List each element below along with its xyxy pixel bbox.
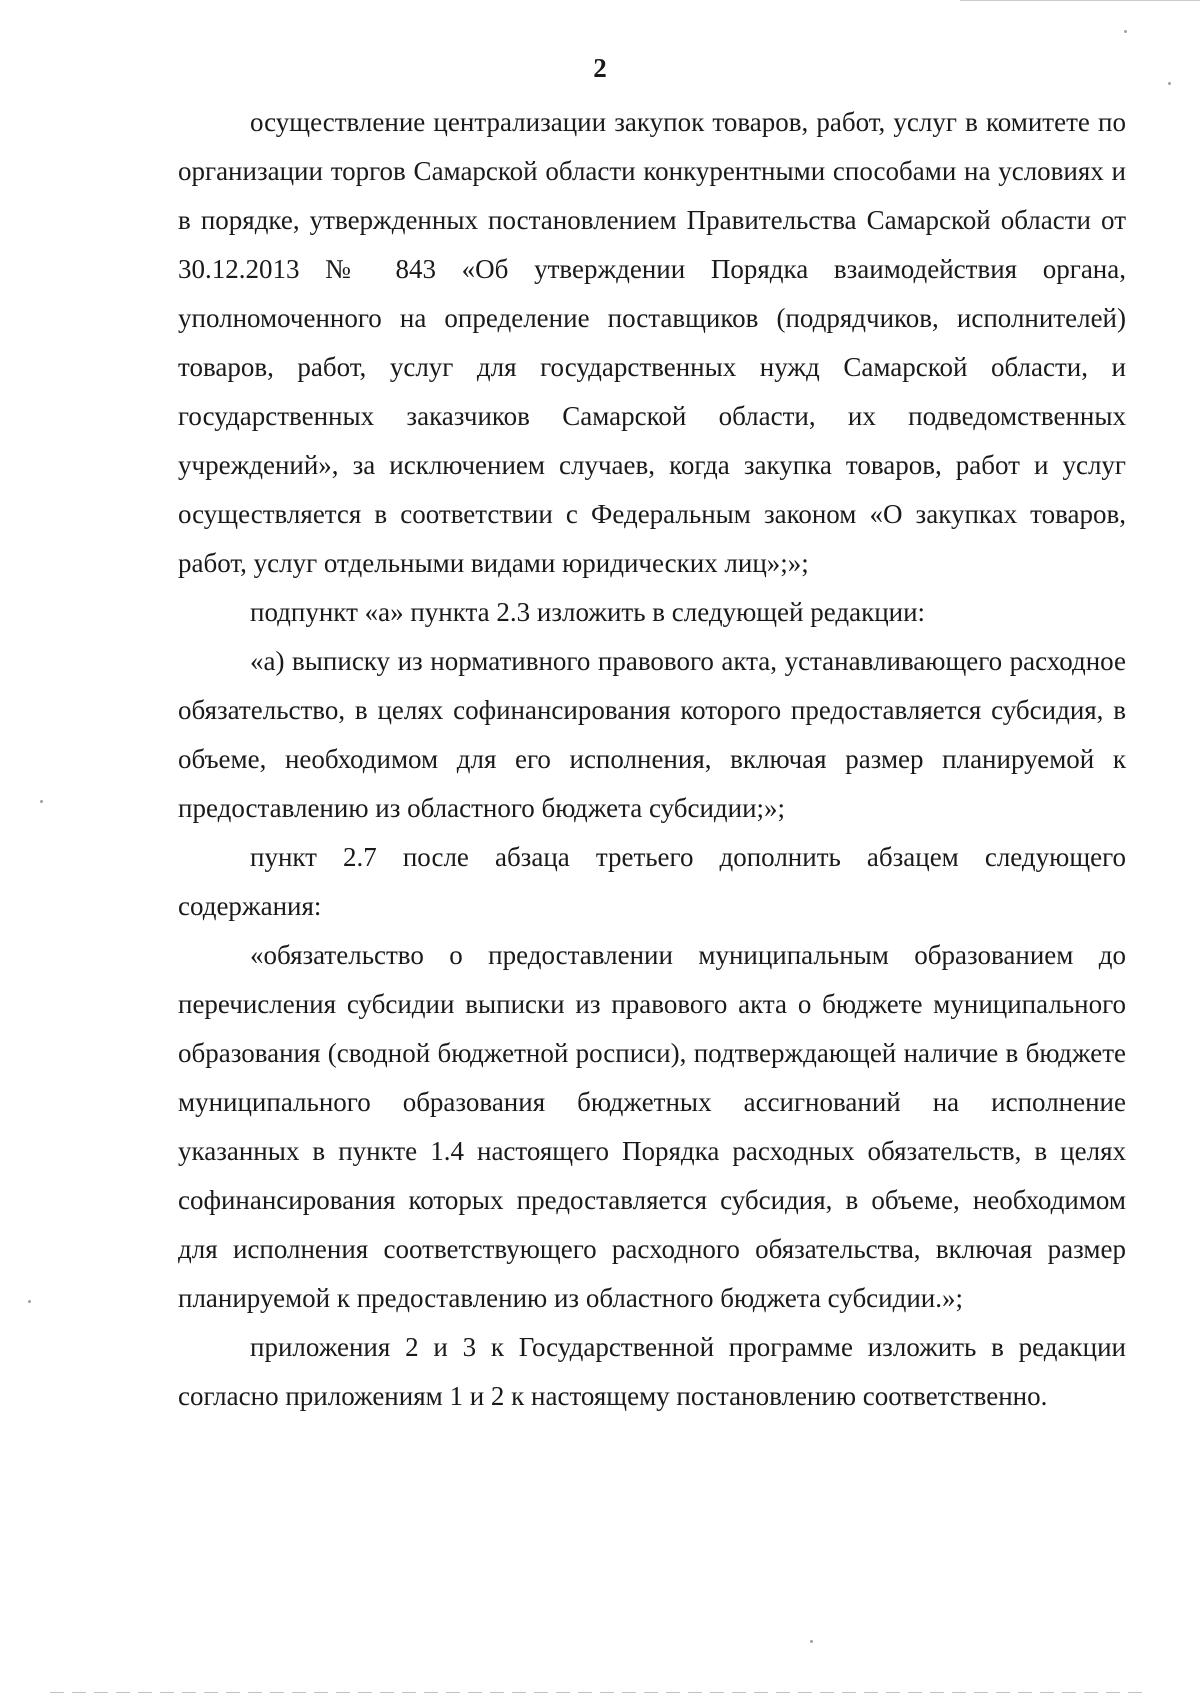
paragraph-centralization: осуществление централизации закупок товаров, работ, услуг в комитете по организации торгов Самарской области конкурентными способами на условиях и в порядке, утвержденных постановлением Правительства Самарской области от 30.12.2013 № 843 «Об утверждении Порядка взаимодействия органа, уполномоченного на определение поставщиков (подрядчиков, исполнителей) товаров, работ, услуг для государственных нужд Самарской области, и государственных заказчиков Самарской области, их подведомственных учреждений», за исключением случаев, когда закупка товаров, работ и услуг осуществляется в соответствии с Федеральным законом «О закупках товаров, работ, услуг отдельными видами юридических лиц»;»; [178,107,1126,578]
paragraph-clause-2-7-intro: пункт 2.7 после абзаца третьего дополнить абзацем следующего содержания: [178,842,1126,921]
scan-edge-top [960,0,1200,1]
scan-speck [1168,82,1171,85]
scan-speck [810,1640,813,1643]
paragraph-subclause-a-text: «а) выписку из нормативного правового акта, устанавливающего расходное обязательство, в целях софинансирования которого предоставляется субсидия, в объеме, необходимом для его исполнения, включая размер планируемой к предоставлению из областного бюджета субсидии;»; [178,646,1126,823]
paragraph-appendices: приложения 2 и 3 к Государственной программе изложить в редакции согласно приложениям 1 и 2 к настоящему постановлению соответственно. [178,1332,1126,1411]
scan-edge-bottom [50,1692,1150,1693]
scan-speck [28,1300,31,1303]
scan-speck [1124,30,1127,33]
scan-speck [40,800,43,803]
paragraph-subclause-a-intro: подпункт «а» пункта 2.3 изложить в следующей редакции: [250,597,926,627]
page-number: 2 [593,53,607,83]
paragraph-obligation-text: «обязательство о предоставлении муниципальным образованием до перечисления субсидии выписки из правового акта о бюджете муниципального образования (сводной бюджетной росписи), подтверждающей наличие в бюджете муниципального образования бюджетных ассигнований на исполнение указанных в пункте 1.4 настоящего Порядка расходных обязательств, в целях софинансирования которых предоставляется субсидия, в объеме, необходимом для исполнения соответствующего расходного обязательства, включая размер планируемой к предоставлению из областного бюджета субсидии.»; [178,940,1126,1313]
document-body [178,98,1126,1421]
